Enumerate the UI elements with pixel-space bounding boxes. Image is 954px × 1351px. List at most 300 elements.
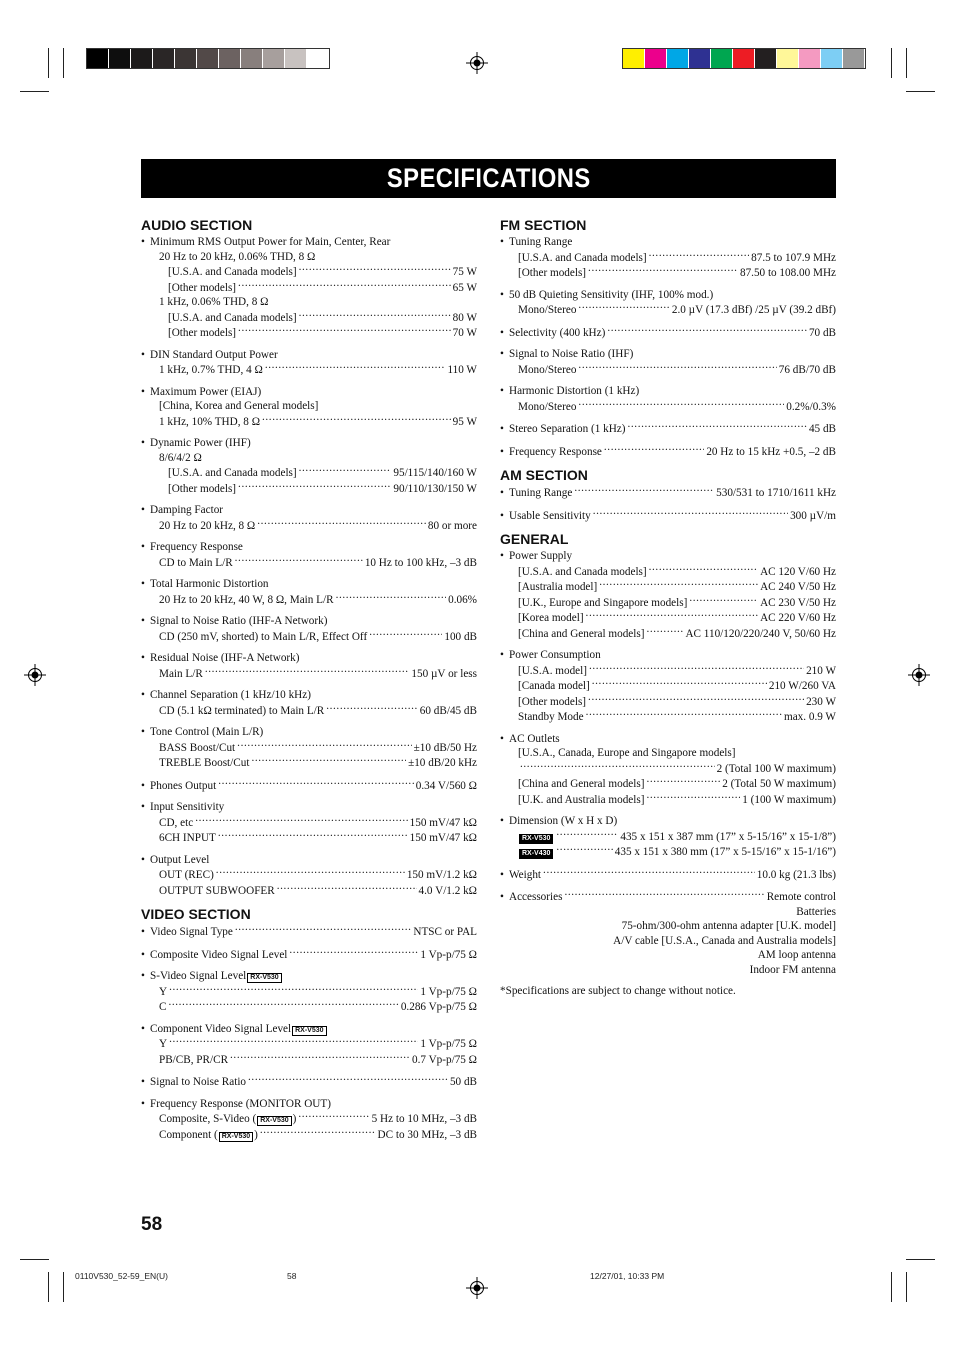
spec-value: ±10 dB/20 kHz (408, 757, 477, 769)
bullet: • (141, 1097, 145, 1110)
spec-value: 60 dB/45 dB (419, 704, 477, 717)
spec-value: AC 240 V/50 Hz (760, 581, 836, 593)
dot-leader (265, 362, 446, 373)
spec-label: [China and General models] (518, 778, 645, 790)
spec-line (141, 451, 477, 466)
crop-mark (906, 48, 907, 78)
spec-item (500, 235, 836, 281)
spec-label: [U.S.A. and Canada models] (168, 311, 297, 324)
dot-leader (646, 626, 683, 637)
spec-label: Frequency Response (150, 541, 243, 553)
spec-label: Component ( (159, 1128, 218, 1141)
spec-item (141, 725, 477, 771)
audio-section (141, 216, 477, 898)
spec-line (500, 595, 836, 611)
spec-line (141, 1111, 477, 1127)
spec-line (141, 984, 477, 1000)
spec-value: 110 W (447, 364, 477, 376)
spec-value: 1 (100 W maximum) (742, 793, 836, 806)
spec-line (141, 1036, 477, 1052)
video-section (141, 905, 477, 1142)
spec-label: Stereo Separation (1 kHz) (509, 423, 626, 435)
spec-value: 95/115/140/160 W (393, 467, 477, 479)
spec-line (141, 399, 477, 414)
spec-line (141, 518, 477, 534)
bullet: • (141, 970, 145, 982)
spec-value: 10 Hz to 100 kHz, –3 dB (364, 556, 477, 569)
spec-value: 2 (Total 50 W maximum) (722, 778, 836, 790)
spec-line (500, 678, 836, 694)
crop-mark (63, 48, 64, 78)
spec-item (500, 384, 836, 414)
color-swatch (285, 49, 307, 68)
crop-mark (63, 1272, 64, 1302)
spec-label: Power Supply (509, 550, 573, 562)
dot-leader (257, 518, 426, 529)
crop-mark (20, 1259, 49, 1260)
spec-label: TREBLE Boost/Cut (159, 757, 250, 769)
dot-leader (277, 883, 417, 894)
spec-item (500, 444, 836, 460)
spec-value: 76 dB/70 dB (778, 363, 836, 376)
color-swatch (667, 49, 689, 68)
dot-leader (336, 592, 447, 603)
spec-line (500, 564, 836, 580)
color-swatch (843, 49, 865, 68)
spec-value: 150 mV/47 kΩ (409, 816, 477, 829)
spec-value: 150 mV/47 kΩ (409, 832, 477, 844)
spec-line (500, 347, 836, 362)
spec-label: 6CH INPUT (159, 832, 216, 844)
page-title-bar (141, 159, 836, 198)
dot-leader (586, 610, 759, 621)
spec-value: 1 Vp-p/75 Ω (420, 948, 477, 961)
spec-value: 87.50 to 108.00 MHz (739, 267, 836, 279)
bullet: • (141, 853, 145, 866)
spec-value: 65 W (452, 281, 477, 294)
footer-timestamp: 12/27/01, 10:33 PM (590, 1271, 665, 1281)
spec-line (141, 867, 477, 883)
spec-value: 80 W (452, 311, 477, 324)
spec-line (500, 709, 836, 725)
spec-item (500, 288, 836, 318)
spec-value: 0.7 Vp-p/75 Ω (412, 1053, 477, 1066)
spec-line (141, 481, 477, 497)
bullet: • (500, 509, 504, 522)
spec-line (141, 688, 477, 703)
spec-label: [Other models] (168, 482, 237, 495)
video-section-heading: VIDEO SECTION (141, 906, 251, 922)
color-swatch (241, 49, 263, 68)
bullet: • (141, 437, 145, 449)
spec-label: AC Outlets (509, 732, 560, 745)
spec-label: Input Sensitivity (150, 801, 225, 813)
spec-line (141, 414, 477, 430)
spec-label: Phones Output (150, 779, 217, 792)
color-swatch (131, 49, 153, 68)
spec-label: OUTPUT SUBWOOFER (159, 884, 275, 897)
spec-value: 4.0 V/1.2 kΩ (418, 884, 477, 897)
color-swatch (87, 49, 109, 68)
spec-item (500, 325, 836, 341)
spec-value: 435 x 151 x 380 mm (17” x 5-15/16” x 15-1/16”) (614, 846, 836, 858)
fm-section-heading: FM SECTION (500, 217, 587, 233)
spec-line (500, 399, 836, 415)
spec-value: AC 220 V/60 Hz (760, 612, 836, 624)
spec-label: 8/6/4/2 Ω (159, 451, 202, 464)
spec-label: 20 Hz to 20 kHz, 0.06% THD, 8 Ω (159, 250, 316, 263)
spec-value: 75 W (452, 266, 477, 278)
spec-value: 0.34 V/560 Ω (415, 779, 477, 792)
dot-leader (262, 414, 451, 425)
dot-leader (589, 663, 804, 674)
dot-leader (298, 1111, 369, 1122)
dot-leader (251, 755, 406, 766)
bullet: • (500, 815, 504, 827)
spec-value: 2 (Total 100 W maximum) (716, 762, 836, 775)
color-swatch (777, 49, 799, 68)
spec-label: Power Consumption (509, 649, 601, 661)
spec-line (500, 302, 836, 318)
spec-line (141, 629, 477, 645)
spec-line (141, 362, 477, 378)
bullet: • (141, 615, 145, 627)
bullet: • (141, 652, 145, 664)
spec-label: Minimum RMS Output Power for Main, Center, Rear (150, 236, 391, 248)
spec-label: OUT (REC) (159, 869, 214, 881)
spec-line (500, 362, 836, 378)
spec-line (141, 947, 477, 963)
dot-leader (689, 595, 758, 606)
dot-leader (588, 694, 804, 705)
color-swatch (733, 49, 755, 68)
bullet: • (500, 487, 504, 499)
spec-item (500, 732, 836, 808)
spec-item (141, 235, 477, 341)
audio-section-heading: AUDIO SECTION (141, 217, 253, 233)
bullet: • (500, 868, 504, 881)
spec-item (500, 549, 836, 641)
spec-line (141, 555, 477, 571)
dot-leader (588, 265, 738, 276)
bullet: • (500, 385, 504, 397)
dot-leader (564, 889, 764, 900)
crop-mark (48, 48, 49, 78)
spec-line (141, 540, 477, 555)
spec-line (500, 485, 836, 501)
spec-label: Mono/Stereo (518, 363, 577, 376)
spec-item (141, 577, 477, 607)
dot-leader (169, 984, 418, 995)
spec-line (500, 814, 836, 829)
spec-label: [U.S.A. and Canada models] (168, 266, 297, 278)
color-swatch (623, 49, 645, 68)
color-swatch (307, 49, 329, 68)
spec-label: Damping Factor (150, 504, 224, 516)
spec-value: Indoor FM antenna (749, 963, 836, 976)
spec-item (141, 969, 477, 1015)
spec-line (500, 663, 836, 679)
spec-label: Dynamic Power (IHF) (150, 437, 251, 449)
spec-label: Composite, S-Video ( (159, 1113, 257, 1125)
spec-line (500, 867, 836, 883)
dot-leader (326, 703, 418, 714)
spec-value: A/V cable [U.S.A., Canada and Australia models] (613, 934, 836, 947)
footer-file-name: 0110V530_52-59_EN(U) (75, 1271, 168, 1281)
spec-item (500, 485, 836, 501)
spec-line (141, 725, 477, 740)
color-swatch (799, 49, 821, 68)
spec-label: PB/CB, PR/CR (159, 1053, 229, 1066)
footer-page: 58 (287, 1271, 297, 1281)
spec-line (500, 610, 836, 626)
registration-mark-icon (24, 664, 46, 686)
spec-label: CD to Main L/R (159, 556, 233, 569)
spec-line (500, 265, 836, 281)
spec-item (141, 924, 477, 940)
spec-line (500, 579, 836, 595)
page-title: SPECIFICATIONS (386, 163, 591, 193)
spec-label: 20 Hz to 20 kHz, 40 W, 8 Ω, Main L/R (159, 593, 334, 606)
spec-item (141, 348, 477, 378)
spec-value: 1 Vp-p/75 Ω (420, 985, 477, 998)
dot-leader (235, 924, 412, 935)
spec-value: 50 dB (449, 1076, 477, 1088)
spec-line (500, 919, 836, 934)
spec-label: Accessories (509, 891, 563, 903)
bullet: • (141, 541, 145, 553)
spec-line (141, 295, 477, 310)
spec-value: 150 mV/1.2 kΩ (406, 869, 477, 881)
dot-leader (260, 1127, 376, 1138)
dot-leader (299, 264, 451, 275)
spec-label: [Other models] (518, 695, 587, 708)
crop-mark (906, 1259, 935, 1260)
spec-label: Tuning Range (509, 236, 573, 248)
spec-value: 1 Vp-p/75 Ω (420, 1038, 477, 1050)
spec-label-suffix: ) (292, 1113, 297, 1125)
model-tag: RX-V530 (519, 834, 553, 844)
spec-line (500, 694, 836, 710)
spec-line (141, 325, 477, 341)
bullet: • (500, 236, 504, 248)
spec-value: NTSC or PAL (413, 926, 477, 938)
color-swatch (109, 49, 131, 68)
spec-label: Standby Mode (518, 711, 584, 723)
color-swatch (153, 49, 175, 68)
dot-leader (230, 1052, 410, 1063)
spec-line (141, 503, 477, 518)
spec-value: 0.286 Vp-p/75 Ω (400, 1001, 477, 1013)
registration-mark-icon (466, 1277, 488, 1299)
color-swatch (175, 49, 197, 68)
spec-item (141, 853, 477, 899)
crop-mark (891, 1272, 892, 1302)
spec-item (141, 1022, 477, 1068)
spec-value: 0.06% (448, 593, 477, 606)
left-column (141, 214, 477, 1149)
spec-label: Tuning Range (509, 487, 573, 499)
dot-leader (169, 1036, 418, 1047)
dot-leader (578, 302, 669, 313)
spec-value: 300 µV/m (790, 509, 836, 522)
dot-leader (237, 740, 412, 751)
spec-line (141, 800, 477, 815)
spec-item (500, 508, 836, 524)
spec-label: Maximum Power (EIAJ) (150, 385, 262, 398)
spec-item (141, 651, 477, 681)
spec-line (141, 999, 477, 1015)
spec-value: 210 W (806, 664, 836, 677)
spec-item (500, 814, 836, 860)
spec-line (500, 761, 836, 777)
general-section-heading: GENERAL (500, 531, 569, 547)
spec-label: 50 dB Quieting Sensitivity (IHF, 100% mod.) (509, 288, 714, 301)
right-column (500, 214, 836, 998)
spec-label: Usable Sensitivity (509, 509, 591, 522)
bullet: • (500, 445, 504, 458)
bullet: • (141, 348, 145, 361)
spec-line (141, 280, 477, 296)
crop-mark (20, 91, 49, 92)
spec-label: Main L/R (159, 667, 203, 680)
spec-line (141, 465, 477, 481)
spec-line (500, 934, 836, 949)
spec-value: 90/110/130/150 W (393, 482, 477, 495)
spec-item (500, 867, 836, 883)
bullet: • (500, 732, 504, 745)
spec-line (500, 325, 836, 341)
spec-label: 1 kHz, 0.7% THD, 4 Ω (159, 364, 263, 376)
spec-item (141, 614, 477, 644)
spec-label: Selectivity (400 kHz) (509, 326, 606, 339)
dot-leader (248, 1074, 448, 1085)
spec-line (141, 264, 477, 280)
bullet: • (141, 779, 145, 792)
registration-mark-icon (466, 52, 488, 74)
dot-leader (238, 481, 391, 492)
spec-item (141, 947, 477, 963)
color-swatch (711, 49, 733, 68)
spec-label: BASS Boost/Cut (159, 741, 236, 754)
spec-line (500, 829, 836, 845)
spec-label-suffix: ) (254, 1128, 258, 1141)
spec-line (141, 666, 477, 682)
spec-label: Signal to Noise Ratio (IHF-A Network) (150, 615, 328, 627)
crop-mark (906, 1272, 907, 1302)
spec-value: 70 W (452, 327, 477, 339)
spec-label: [U.S.A. model] (518, 664, 587, 677)
spec-note: *Specifications are subject to change without notice. (500, 985, 736, 997)
spec-label: [U.S.A. and Canada models] (518, 251, 647, 264)
spec-line (141, 250, 477, 265)
dot-leader (235, 555, 363, 566)
spec-value: 530/531 to 1710/1611 kHz (716, 487, 836, 499)
bullet: • (500, 649, 504, 661)
model-tag: RX-V530 (257, 1116, 291, 1126)
spec-label: C (159, 1001, 167, 1013)
spec-label: [U.S.A. and Canada models] (168, 467, 297, 479)
spec-line (500, 508, 836, 524)
color-swatch (755, 49, 777, 68)
spec-label: Residual Noise (IHF-A Network) (150, 652, 300, 664)
spec-line (141, 755, 477, 771)
grayscale-swatch-bar (86, 48, 330, 69)
dot-leader (599, 579, 758, 590)
fm-section (500, 216, 836, 459)
spec-line (141, 703, 477, 719)
dot-leader (299, 310, 451, 321)
spec-label: Frequency Response (MONITOR OUT) (150, 1097, 331, 1110)
color-swatch (219, 49, 241, 68)
am-section (500, 466, 836, 523)
spec-line (500, 648, 836, 663)
spec-value: AC 230 V/50 Hz (760, 596, 836, 609)
spec-label: 1 kHz, 0.06% THD, 8 Ω (159, 296, 269, 308)
spec-label: Signal to Noise Ratio (IHF) (509, 348, 634, 360)
dot-leader (216, 867, 405, 878)
dot-leader (556, 829, 618, 840)
spec-item (500, 347, 836, 377)
spec-line (141, 651, 477, 666)
spec-line (500, 963, 836, 978)
spec-line (500, 746, 836, 761)
dot-leader (628, 421, 807, 432)
spec-value: 95 W (452, 415, 477, 428)
spec-label: Output Level (150, 853, 210, 866)
spec-line (500, 732, 836, 747)
bullet: • (500, 288, 504, 301)
spec-label: CD (5.1 kΩ terminated) to Main L/R (159, 704, 325, 717)
spec-line (141, 614, 477, 629)
bullet: • (141, 1022, 145, 1035)
spec-label: [U.K., Europe and Singapore models] (518, 596, 688, 609)
spec-line (500, 776, 836, 792)
dot-leader (646, 792, 740, 803)
color-swatch (645, 49, 667, 68)
spec-label: DIN Standard Output Power (150, 348, 278, 361)
dot-leader (205, 666, 410, 677)
spec-value: 75-ohm/300-ohm antenna adapter [U.K. model] (621, 920, 836, 932)
spec-line (500, 626, 836, 642)
spec-line (141, 1074, 477, 1090)
registration-mark-icon (908, 664, 930, 686)
spec-label: Mono/Stereo (518, 304, 577, 316)
spec-line (141, 235, 477, 250)
crop-mark (48, 1272, 49, 1302)
spec-item (500, 648, 836, 725)
am-section-heading: AM SECTION (500, 467, 588, 483)
spec-value: 0.2%/0.3% (786, 400, 836, 413)
spec-line (141, 830, 477, 846)
spec-label: Tone Control (Main L/R) (150, 726, 264, 738)
dot-leader (578, 399, 784, 410)
spec-item (500, 421, 836, 437)
spec-line (500, 889, 836, 905)
spec-item (141, 1074, 477, 1090)
dot-leader (195, 815, 407, 826)
dot-leader (592, 678, 767, 689)
spec-label: Composite Video Signal Level (150, 948, 288, 961)
spec-line (500, 235, 836, 250)
dot-leader (586, 709, 782, 720)
spec-line (141, 1097, 477, 1112)
spec-value: 10.0 kg (21.3 lbs) (756, 868, 836, 881)
bullet: • (500, 423, 504, 435)
spec-line (500, 549, 836, 564)
spec-label: [China, Korea and General models] (159, 400, 319, 412)
spec-item (141, 1097, 477, 1143)
